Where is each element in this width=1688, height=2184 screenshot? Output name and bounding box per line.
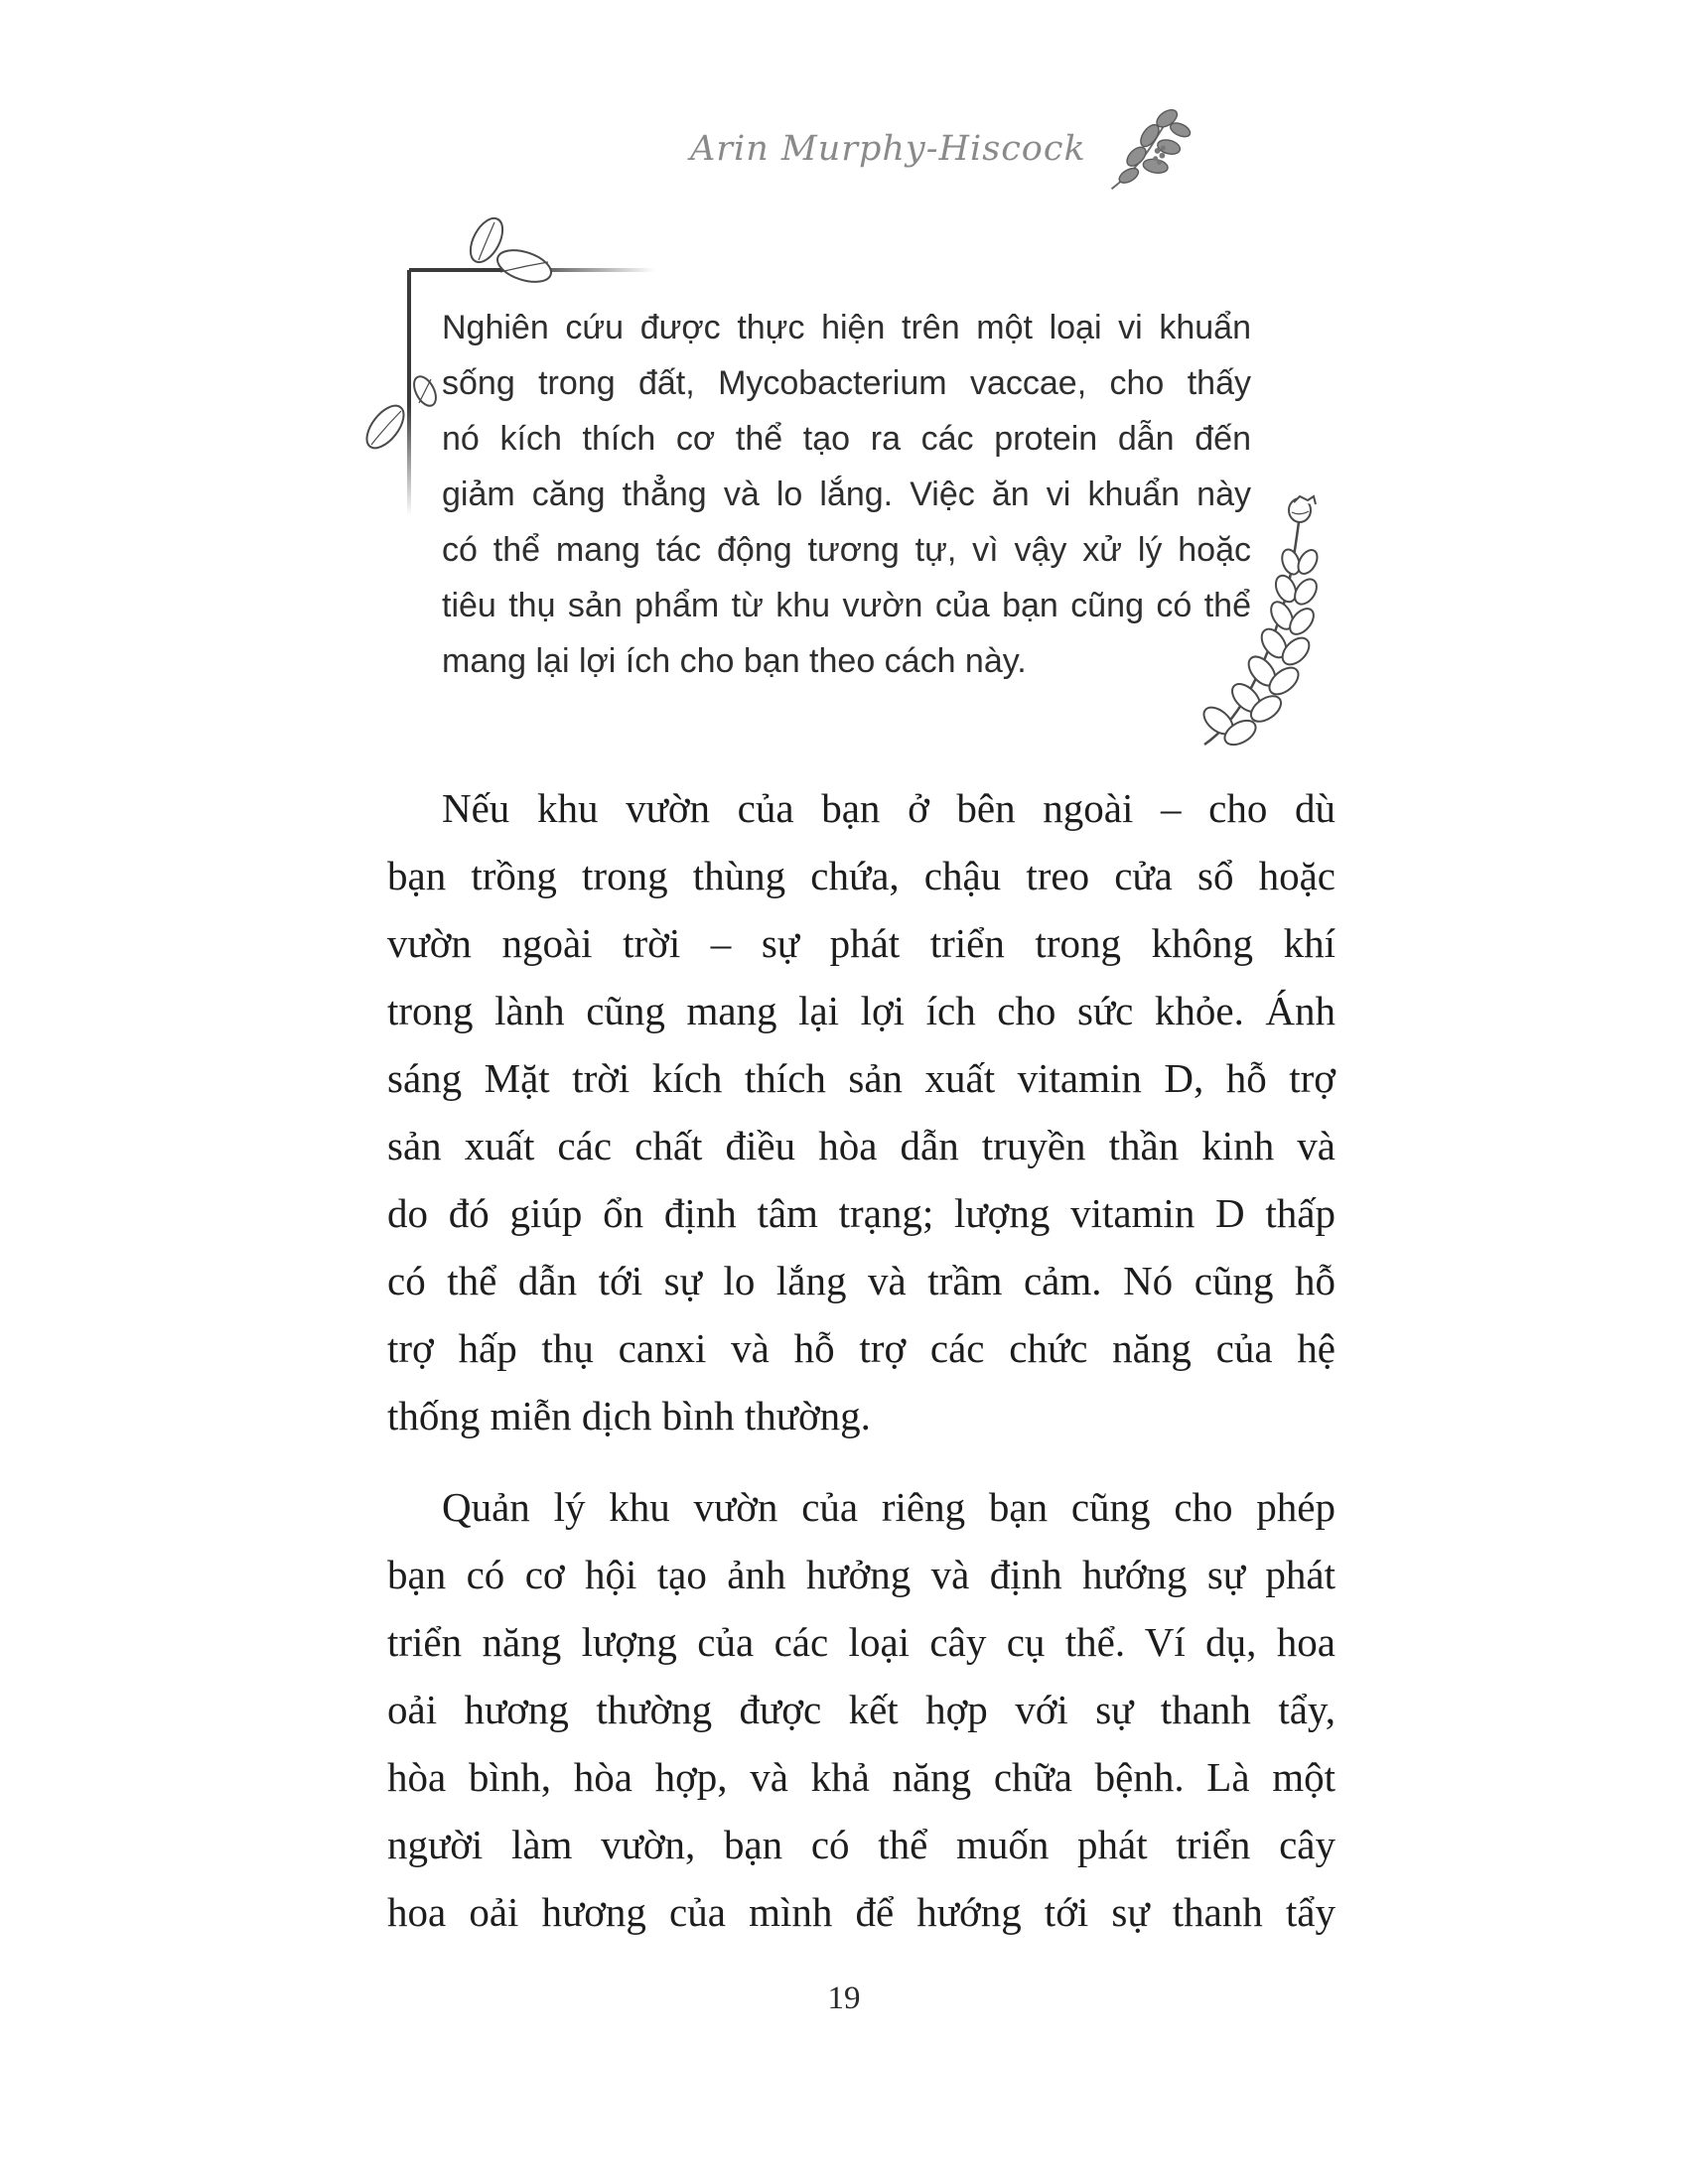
text-line: do đó giúp ổn định tâm trạng; lượng vitamin D thấp (387, 1190, 1336, 1236)
body-paragraph (387, 774, 1336, 1449)
quote-line: sống trong đất, Mycobacterium vaccae, cho thấy (442, 364, 1251, 402)
text-line: trong lành cũng mang lại lợi ích cho sức khỏe. Ánh (387, 988, 1336, 1033)
text-line: có thể dẫn tới sự lo lắng và trầm cảm. Nó cũng hỗ (387, 1258, 1336, 1303)
text-line: bạn trồng trong thùng chứa, chậu treo cửa sổ hoặc (387, 853, 1336, 898)
quote-line: mang lại lợi ích cho bạn theo cách này. (442, 642, 1027, 680)
running-header (690, 99, 1196, 199)
page-number: 19 (827, 1980, 861, 2016)
leaf-branch-icon (1100, 101, 1196, 197)
text-line: trợ hấp thụ canxi và hỗ trợ các chức năng của hệ (387, 1325, 1336, 1371)
text-line: thống miễn dịch bình thường. (387, 1393, 871, 1438)
text-line: vườn ngoài trời – sự phát triển trong không khí (387, 920, 1336, 966)
text-line: triển năng lượng của các loại cây cụ thể. Ví dụ, hoa (387, 1619, 1336, 1665)
quote-line: Nghiên cứu được thực hiện trên một loại vi khuẩn (442, 309, 1251, 346)
text-line: Nếu khu vườn của bạn ở bên ngoài – cho dù (442, 785, 1336, 831)
text-line: Quản lý khu vườn của riêng bạn cũng cho phép (442, 1484, 1336, 1530)
body-text (387, 774, 1336, 1946)
text-line: hòa bình, hòa hợp, và khả năng chữa bệnh. Là một (387, 1754, 1336, 1800)
body-paragraph (387, 1473, 1336, 1946)
sidebar-quote (442, 300, 1251, 689)
text-line: bạn có cơ hội tạo ảnh hưởng và định hướng sự phát (387, 1552, 1336, 1597)
text-line: sáng Mặt trời kích thích sản xuất vitamin D, hỗ trợ (387, 1055, 1336, 1101)
quote-line: giảm căng thẳng và lo lắng. Việc ăn vi khuẩn này (442, 476, 1251, 513)
quote-line: có thể mang tác động tương tự, vì vậy xử lý hoặc (442, 531, 1251, 569)
text-line: người làm vườn, bạn có thể muốn phát triển cây (387, 1822, 1336, 1867)
text-line: hoa oải hương của mình để hướng tới sự thanh tẩy (387, 1889, 1336, 1935)
text-line: sản xuất các chất điều hòa dẫn truyền thần kinh và (387, 1123, 1336, 1168)
author-name: Arin Murphy-Hiscock (690, 129, 1086, 169)
quote-line: nó kích thích cơ thể tạo ra các protein dẫn đến (442, 420, 1251, 458)
quote-line: tiêu thụ sản phẩm từ khu vườn của bạn cũng có thể (442, 587, 1251, 624)
lavender-sprig-icon (1196, 494, 1345, 752)
text-line: oải hương thường được kết hợp với sự thanh tẩy, (387, 1687, 1336, 1732)
